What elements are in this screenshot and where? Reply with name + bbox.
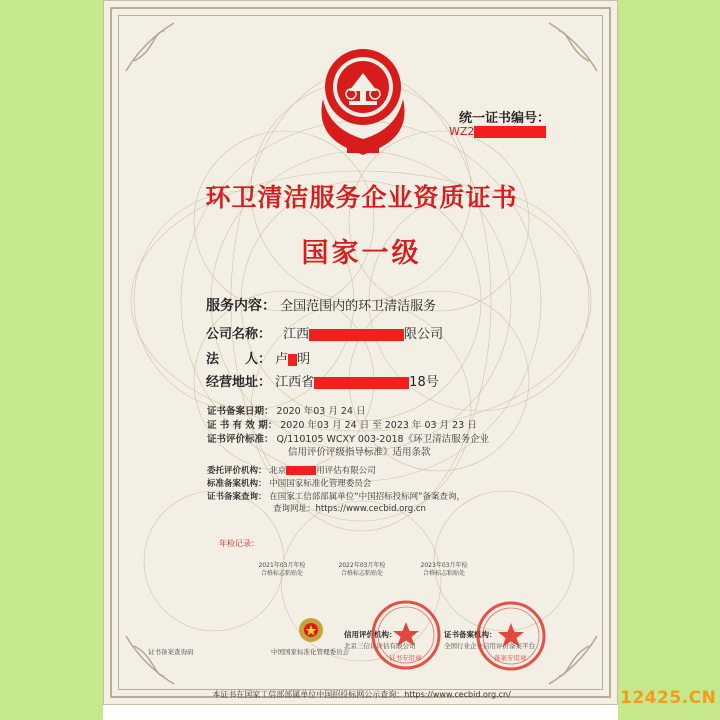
left-small-text-2: 中国国家标准化管理委员会 bbox=[271, 648, 349, 656]
field-service bbox=[206, 295, 436, 315]
annual-stamp-2021-line2: 合格标志粘贴处 bbox=[260, 570, 303, 577]
annual-stamp-2022-line1: 2022年03月年检 bbox=[338, 562, 386, 569]
credit-org-label: 信用评价机构： bbox=[344, 630, 397, 639]
right-green-border bbox=[618, 0, 720, 720]
annual-record-label: 年检记录： bbox=[219, 539, 259, 548]
site-watermark: 12425.CN bbox=[620, 688, 717, 708]
field-address-label: 经营地址： bbox=[206, 375, 272, 390]
credit-org-sub: 北京三信认评估有限公司 bbox=[344, 642, 416, 650]
certificate bbox=[103, 0, 618, 705]
filing-date-value: 2020 年03 月 24 日 bbox=[276, 406, 366, 417]
filing-org-sub: 全国行业企业信用评价备案平台 bbox=[444, 642, 535, 650]
standard-row bbox=[207, 433, 489, 446]
query-label: 证书备案查询： bbox=[207, 492, 267, 502]
standard-org-row bbox=[207, 478, 371, 490]
entrust-label: 委托评价机构： bbox=[207, 466, 267, 476]
credit-seal-text: 证书专用章 bbox=[389, 654, 422, 662]
validity-value: 2020 年03 月 24 日 至 2023 年 03 月 23 日 bbox=[280, 420, 477, 431]
field-company-label: 公司名称： bbox=[206, 327, 272, 342]
filing-org-label: 证书备案机构： bbox=[444, 630, 497, 639]
entrust-row bbox=[207, 465, 376, 477]
field-legal-person bbox=[206, 348, 310, 367]
redaction-bar bbox=[288, 354, 297, 366]
annual-stamp-2021 bbox=[254, 562, 310, 578]
field-address-suffix: 18号 bbox=[409, 375, 439, 390]
entrust-suffix: 用评估有限公司 bbox=[316, 466, 376, 476]
annual-stamp-2023-line2: 合格标志粘贴处 bbox=[422, 570, 465, 577]
field-company-prefix: 江西 bbox=[283, 327, 310, 342]
standard-value-line1: Q/110105 WCXY 003-2018《环卫清洁服务企业 bbox=[276, 434, 490, 445]
annual-stamp-2022 bbox=[334, 562, 390, 578]
redaction-bar bbox=[309, 329, 404, 341]
left-small-text-1: 证书备案查询码 bbox=[148, 648, 194, 656]
certificate-level: 国家一级 bbox=[301, 238, 422, 269]
left-green-border bbox=[0, 0, 103, 720]
validity-row bbox=[207, 419, 477, 432]
entrust-prefix: 北京 bbox=[269, 466, 287, 476]
field-legal-suffix: 明 bbox=[297, 352, 311, 367]
certificate-title: 环卫清洁服务企业资质证书 bbox=[205, 183, 518, 212]
cert-number-prefix: WZ2 bbox=[449, 125, 475, 138]
standard-label: 证书评价标准： bbox=[207, 434, 274, 445]
cert-number-value bbox=[449, 125, 546, 138]
query-value-line2: 查询网址：https://www.cecbid.org.cn bbox=[273, 504, 426, 514]
field-address-prefix: 江西省 bbox=[275, 375, 315, 390]
validity-label: 证 书 有 效 期： bbox=[207, 420, 278, 431]
annual-stamp-2023-line1: 2023年03月年检 bbox=[420, 562, 468, 569]
redaction-bar bbox=[314, 377, 409, 389]
standard-org-label: 标准备案机构： bbox=[207, 479, 267, 489]
query-row bbox=[207, 491, 465, 503]
redaction-bar bbox=[286, 466, 316, 475]
national-emblem-icon bbox=[297, 616, 325, 644]
query-value-line1: 在国家工信部部属单位“中国招标投标网”备案查询， bbox=[269, 492, 466, 502]
filing-date-label: 证书备案日期： bbox=[207, 406, 274, 417]
footer-text: 本证书在国家工信部部属单位中国招投标网公示查询：https://www.cecbid.org.cn/ bbox=[212, 690, 511, 699]
filing-seal-text: 备案专用章 bbox=[494, 654, 527, 662]
field-company bbox=[206, 323, 443, 342]
field-legal-label: 法 人： bbox=[206, 352, 272, 367]
field-address bbox=[206, 371, 439, 390]
filing-date-row bbox=[207, 405, 365, 418]
standard-org-value: 中国国家标准化管理委员会 bbox=[269, 479, 372, 489]
field-service-value: 全国范围内的环卫清洁服务 bbox=[280, 299, 437, 314]
field-legal-prefix: 卢 bbox=[275, 352, 289, 367]
redaction-bar bbox=[474, 126, 546, 138]
annual-stamp-2021-line1: 2021年03月年检 bbox=[258, 562, 306, 569]
annual-stamp-2022-line2: 合格标志粘贴处 bbox=[340, 570, 383, 577]
annual-stamp-2023 bbox=[416, 562, 472, 578]
cert-number-label: 统一证书编号： bbox=[459, 111, 551, 126]
field-company-suffix: 限公司 bbox=[404, 327, 444, 342]
field-service-label: 服务内容： bbox=[206, 298, 276, 314]
emblem-icon bbox=[309, 39, 417, 164]
standard-value-line2: 信用评价评级指导标准》适用条款 bbox=[288, 447, 431, 458]
